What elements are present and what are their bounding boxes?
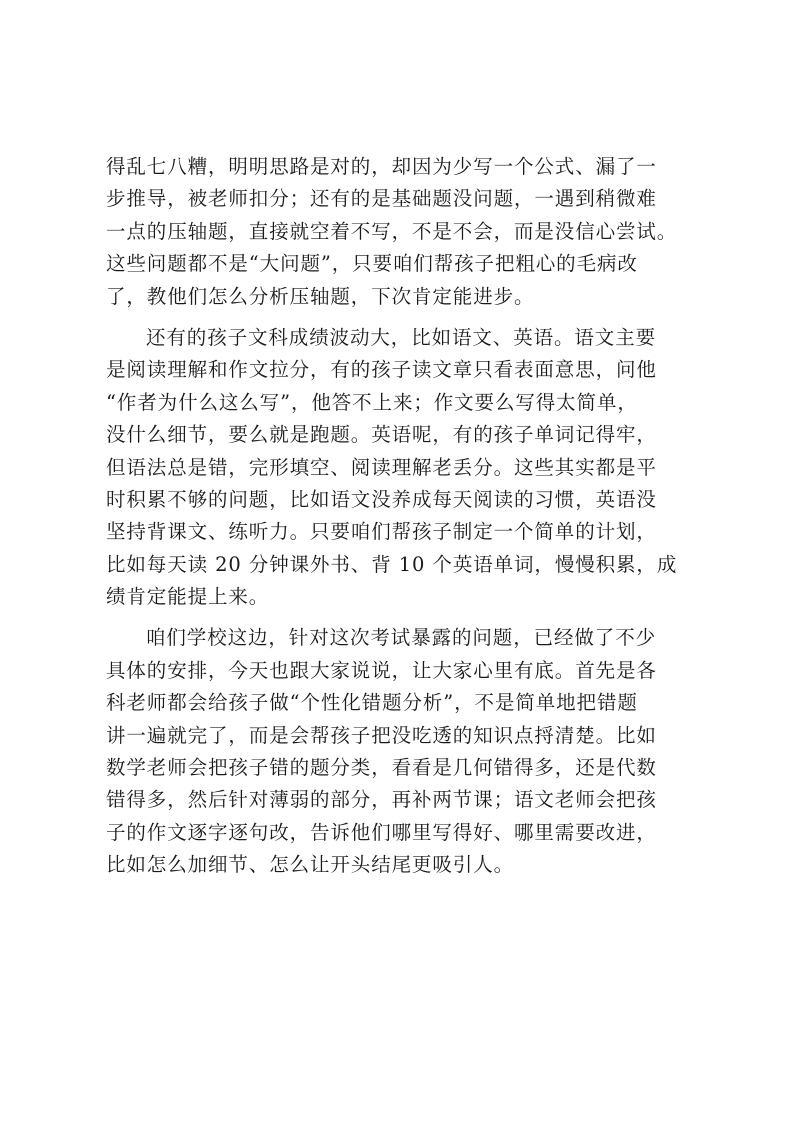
paragraph-line: 一点的压轴题，直接就空着不写，不是不会，而是没信心尝试。 <box>106 219 678 243</box>
paragraph-line: 没什么细节，要么就是跑题。英语呢，有的孩子单词记得牢， <box>106 423 657 447</box>
paragraph-2 <box>106 322 690 614</box>
paragraph-line: 比如每天读 20 分钟课外书、背 10 个英语单词，慢慢积累，成 <box>106 552 678 576</box>
paragraph-line: 还有的孩子文科成绩波动大，比如语文、英语。语文主要 <box>146 325 657 349</box>
paragraph-line: 是阅读理解和作文拉分，有的孩子读文章只看表面意思，问他 <box>106 358 657 382</box>
body-text <box>106 151 690 891</box>
paragraph-line: 得乱七八糟，明明思路是对的，却因为少写一个公式、漏了一 <box>106 155 657 178</box>
paragraph-line: 了，教他们怎么分析压轴题，下次肯定能进步。 <box>106 284 535 308</box>
paragraph-line: 比如怎么加细节、怎么让开头结尾更吸引人。 <box>106 853 515 877</box>
paragraph-line: 讲一遍就完了，而是会帮孩子把没吃透的知识点捋清楚。比如 <box>106 723 657 747</box>
paragraph-line: 具体的安排，今天也跟大家说说，让大家心里有底。首先是各 <box>106 658 657 682</box>
paragraph-line: 时积累不够的问题，比如语文没养成每天阅读的习惯，英语没 <box>106 487 657 511</box>
paragraph-line: 子的作文逐字逐句改，告诉他们哪里写得好、哪里需要改进， <box>106 820 657 844</box>
paragraph-line: 这些问题都不是“大问题”，只要咱们帮孩子把粗心的毛病改 <box>106 252 638 276</box>
paragraph-1 <box>106 151 690 313</box>
paragraph-line: 数学老师会把孩子错的题分类，看看是几何错得多，还是代数 <box>106 756 657 780</box>
paragraph-line: “作者为什么这么写”，他答不上来；作文要么写得太简单， <box>106 390 638 414</box>
paragraph-line: 步推导，被老师扣分；还有的是基础题没问题，一遇到稍微难 <box>106 187 657 211</box>
paragraph-line: 错得多，然后针对薄弱的部分，再补两节课；语文老师会把孩 <box>106 788 657 812</box>
paragraph-3 <box>106 622 690 881</box>
paragraph-line: 科老师都会给孩子做“个性化错题分析”，不是简单地把错题 <box>106 691 638 715</box>
paragraph-line: 坚持背课文、练听力。只要咱们帮孩子制定一个简单的计划， <box>106 520 657 544</box>
paragraph-line: 绩肯定能提上来。 <box>106 585 270 609</box>
paragraph-line: 咱们学校这边，针对这次考试暴露的问题，已经做了不少 <box>146 626 657 650</box>
paragraph-line: 但语法总是错，完形填空、阅读理解老丢分。这些其实都是平 <box>106 455 657 479</box>
